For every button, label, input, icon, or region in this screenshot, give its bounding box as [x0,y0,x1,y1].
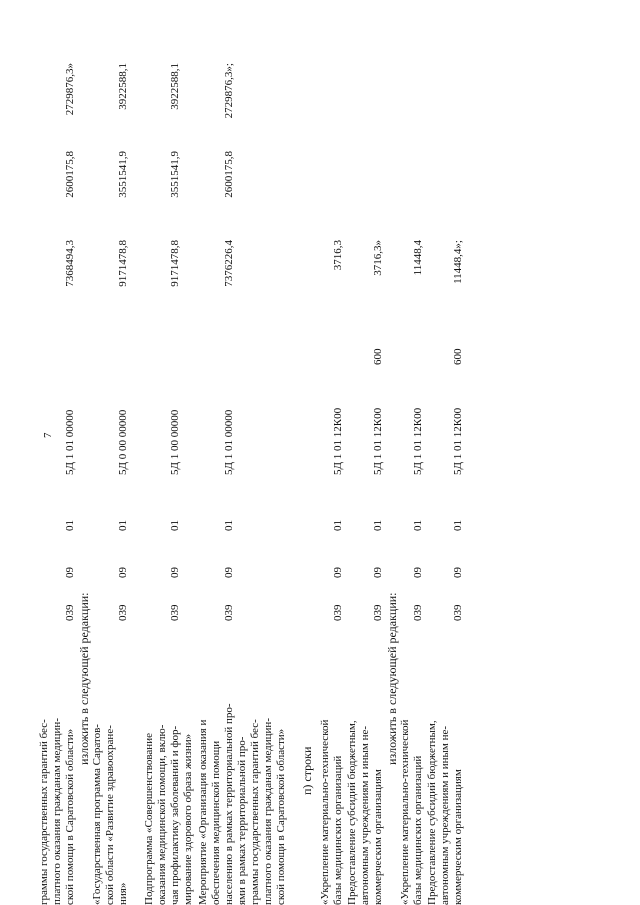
amount-year-1: 3716,3» [372,240,384,276]
row-name-line: «Укрепление материально-технической [399,719,411,905]
target-article: 5Д 0 00 00000 [117,409,129,475]
row-name-line: обеспечения медицинской помощи [210,740,222,905]
amount-year-3: 2729876,3» [64,63,76,116]
row-name-line: Мероприятие «Организация оказания и [197,719,209,905]
section-code: 09 [332,567,344,578]
section-code: 09 [223,567,235,578]
target-article: 5Д 1 01 00000 [223,409,235,475]
row-name-line: ской области «Развитие здравоохране- [104,725,116,905]
target-article: 5Д 1 01 12К00 [372,407,384,475]
subsection-code: 01 [64,520,76,531]
ministry-code: 039 [117,604,129,621]
amount-year-3: 2729876,3»; [223,63,235,119]
amount-year-1: 7368494,3 [64,240,76,287]
target-article: 5Д 1 01 12К00 [412,407,424,475]
section-code: 09 [169,567,181,578]
row-name-line: платного оказания гражданам медицин- [51,718,63,905]
page-number: 7 [42,432,54,438]
section-code: 09 [117,567,129,578]
row-name-line: ния» [117,882,129,905]
ministry-code: 039 [452,604,464,621]
row-name-line: граммы государственных гарантий бес- [249,719,261,905]
ministry-code: 039 [412,604,424,621]
amount-year-2: 3551541,9 [169,151,181,198]
row-name-line: Предоставление субсидий бюджетным, [426,720,438,905]
row-name-line: ской помощи в Саратовской области» [64,728,76,905]
subsection-code: 01 [372,520,384,531]
row-name-line: Подпрограмма «Совершенствование [143,733,155,905]
row-name-line: коммерческим организациям [372,769,384,905]
subsection-code: 01 [117,520,129,531]
subsection-code: 01 [169,520,181,531]
row-name-line: чая профилактику заболеваний и фор- [169,725,181,905]
row-name-line: автономным учреждениям и иным не- [359,725,371,905]
row-name-line: «Укрепление материально-технической [319,719,331,905]
expense-type: 600 [372,348,384,365]
subsection-code: 01 [332,520,344,531]
amount-year-1: 9171478,8 [117,240,129,287]
row-name-line: граммы государственных гарантий бес- [38,719,50,905]
row-name-line: платного оказания гражданам медицин- [262,718,274,905]
ministry-code: 039 [372,604,384,621]
section-code: 09 [412,567,424,578]
amount-year-2: 3551541,9 [117,151,129,198]
row-name-line: базы медицинских организаций [332,755,344,905]
row-name-line: автономным учреждениям и иным не- [439,725,451,905]
amount-year-2: 2600175,8 [223,151,235,198]
ministry-code: 039 [223,604,235,621]
subsection-code: 01 [452,520,464,531]
section-code: 09 [372,567,384,578]
row-name-line: «Государственная программа Саратов- [91,724,103,905]
row-name-line: Предоставление субсидий бюджетным, [346,720,358,905]
row-name-line: базы медицинских организаций [412,755,424,905]
target-article: 5Д 1 01 12К00 [332,407,344,475]
amount-year-1: 3716,3 [332,240,344,271]
instruction-text: изложить в следующей редакции: [77,592,91,765]
ministry-code: 039 [332,604,344,621]
instruction-text: изложить в следующей редакции: [385,592,399,765]
row-name-line: коммерческим организациям [452,769,464,905]
subsection-code: 01 [412,520,424,531]
target-article: 5Д 1 01 00000 [64,409,76,475]
amount-year-1: 11448,4 [412,240,424,276]
section-code: 09 [64,567,76,578]
ministry-code: 039 [169,604,181,621]
row-name-line: оказания медицинской помощи, вклю- [156,724,168,905]
row-name-line: мирование здорового образа жизни» [182,733,194,905]
amount-year-1: 9171478,8 [169,240,181,287]
amount-year-1: 11448,4»; [452,240,464,284]
ministry-code: 039 [64,604,76,621]
amount-year-3: 3922588,1 [169,63,181,110]
expense-type: 600 [452,348,464,365]
row-name-line: населению в рамках территориальной про- [223,703,235,905]
amount-year-2: 2600175,8 [64,151,76,198]
target-article: 5Д 1 01 12К00 [452,407,464,475]
row-name-line: ями в рамках территориальной про- [236,736,248,905]
target-article: 5Д 1 00 00000 [169,409,181,475]
amount-year-1: 7376226,4 [223,240,235,287]
amount-year-3: 3922588,1 [117,63,129,110]
section-heading: п) строки [300,746,314,795]
subsection-code: 01 [223,520,235,531]
row-name-line: ской помощи в Саратовской области» [275,728,287,905]
section-code: 09 [452,567,464,578]
